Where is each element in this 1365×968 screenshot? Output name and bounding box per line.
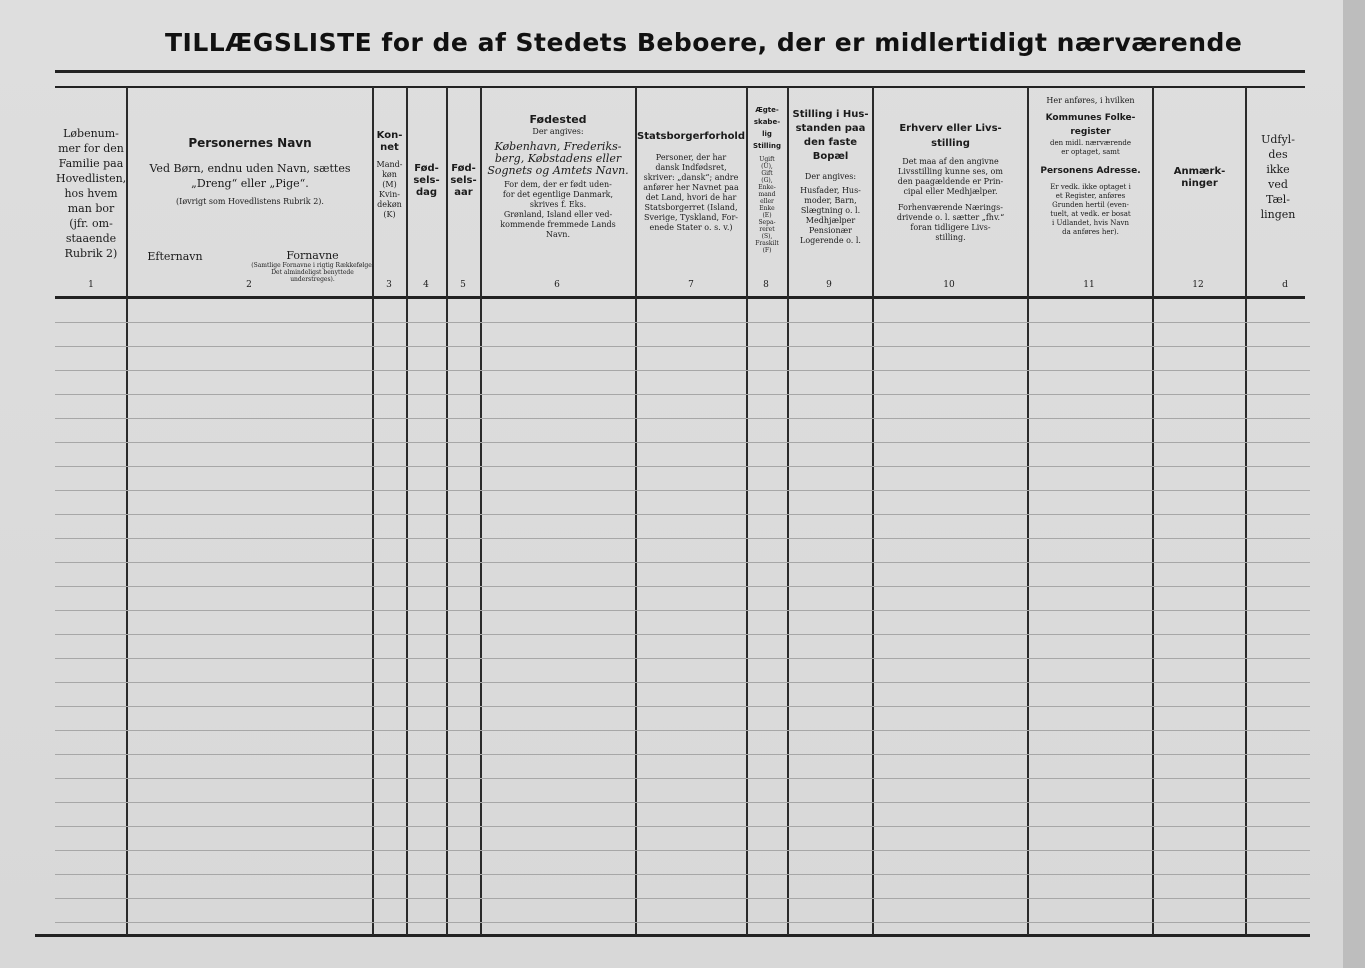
column-number: 2 xyxy=(246,280,252,290)
header-top-rule xyxy=(55,86,1305,88)
header-col9 xyxy=(789,108,872,246)
ruled-row-line xyxy=(55,562,1310,563)
header-col3 xyxy=(373,130,406,220)
ruled-row-line xyxy=(55,802,1310,803)
column-number: 4 xyxy=(423,280,429,290)
column-number: 5 xyxy=(460,280,466,290)
ruled-row-line xyxy=(55,538,1310,539)
header-col6-note: For dem, der er født uden- for det egentlige Danmark, skrives f. Eks. Grønland, Island eller ved- kommende fremmede Lands Navn. xyxy=(500,180,616,239)
header-col11 xyxy=(1029,96,1152,237)
header-col7-note: Personer, der har dansk Indfødsret, skriver: „dansk“; andre anfører her Navnet paa det Land, hvori de har Statsborgerret (Island, Sverige, Tyskland, For- enede Stater o. s. v.) xyxy=(643,153,739,232)
header-col10 xyxy=(874,121,1027,243)
header-col7-title: Statsborgerforhold xyxy=(637,131,746,142)
ruled-row-line xyxy=(55,442,1310,443)
column-number: 3 xyxy=(386,280,392,290)
header-col8-note: Ugift (U), Gift (G), Enke- mand eller Enke (E) Sepa- reret (S), Fraskilt (F) xyxy=(755,156,779,254)
header-col10-note: Det maa af den angivne Livsstilling kunne ses, om den paagældende er Prin- cipal eller Medhjælper. xyxy=(897,157,1004,196)
header-col8 xyxy=(748,104,786,254)
header-col11-pre: Her anføres, i hvilken xyxy=(1046,96,1135,105)
header-col10-title: Erhverv eller Livs- stilling xyxy=(899,123,1002,149)
ruled-row-line xyxy=(55,874,1310,875)
ruled-row-line xyxy=(55,490,1310,491)
ruled-row-line xyxy=(55,754,1310,755)
ruled-row-line xyxy=(55,826,1310,827)
header-col2-surname: Efternavn xyxy=(147,250,203,263)
ruled-row-line xyxy=(55,322,1310,323)
header-col9-sub: Der angives: xyxy=(804,172,857,181)
header-col2-note: Ved Børn, endnu uden Navn, sættes „Dreng“ eller „Pige“. xyxy=(149,162,351,190)
header-bottom-rule xyxy=(55,296,1305,299)
ruled-row-line xyxy=(55,610,1310,611)
column-number: 11 xyxy=(1083,280,1095,290)
header-col1: Løbenum- mer for den Familie paa Hovedlisten, hos hvem man bor (jfr. om- staaende Rubrik 2) xyxy=(56,127,127,260)
header-col9-note: Husfader, Hus- moder, Barn, Slægtning o. l. Medhjælper Pensionær Logerende o. l. xyxy=(800,186,861,245)
column-number: 6 xyxy=(554,280,560,290)
ruled-row-line xyxy=(55,730,1310,731)
ruled-row-line xyxy=(55,922,1310,923)
ruled-row-line xyxy=(55,850,1310,851)
column-number: 7 xyxy=(688,280,694,290)
table-bottom-rule xyxy=(35,934,1310,937)
form-title: TILLÆGSLISTE for de af Stedets Beboere, der er midlertidigt nærværende xyxy=(165,28,1243,57)
ruled-row-line xyxy=(55,514,1310,515)
ruled-row-line xyxy=(55,682,1310,683)
column-number: d xyxy=(1282,280,1288,290)
ruled-row-line xyxy=(55,706,1310,707)
header-col9-title: Stilling i Hus- standen paa den faste Bopæl xyxy=(792,109,869,162)
page-edge xyxy=(1343,0,1365,968)
header-col8-title: Ægte- skabe- lig Stilling xyxy=(753,106,781,150)
title-rule xyxy=(55,70,1305,73)
header-col2 xyxy=(135,137,365,207)
ruled-row-line xyxy=(55,898,1310,899)
column-divider xyxy=(126,87,128,935)
ruled-row-line xyxy=(55,586,1310,587)
column-divider xyxy=(446,87,448,935)
column-number: 8 xyxy=(763,280,769,290)
column-number: 12 xyxy=(1192,280,1204,290)
ruled-row-line xyxy=(55,370,1310,371)
column-divider xyxy=(406,87,408,935)
header-col2-given xyxy=(250,250,375,283)
ruled-row-line xyxy=(55,346,1310,347)
header-col6 xyxy=(482,114,634,240)
header-col-d: Udfyl- des ikke ved Tæl- lingen xyxy=(1260,133,1296,221)
header-col6-italic: København, Frederiks- berg, Købstadens eller Sognets og Amtets Navn. xyxy=(487,140,629,177)
ruled-row-line xyxy=(55,418,1310,419)
column-number: 10 xyxy=(943,280,955,290)
header-col2-given-label: Fornavne xyxy=(286,249,339,262)
header-col2-title: Personernes Navn xyxy=(188,136,312,150)
header-col5-title: Fød- sels- aar xyxy=(450,163,477,198)
ruled-row-line xyxy=(55,394,1310,395)
header-col10-note2: Forhenværende Nærings- drivende o. l. sætter „fhv.“ foran tidligere Livs- stilling. xyxy=(896,203,1005,242)
header-col6-title: Fødested xyxy=(529,113,587,126)
column-number: 1 xyxy=(88,280,94,290)
header-col3-title: Kon- net xyxy=(376,130,403,153)
header-col2-given-note: (Samtlige Fornavne i rigtig Rækkefølge. Det almindeligst benyttede understreges). xyxy=(251,262,374,283)
header-col5 xyxy=(447,163,480,199)
header-col4-title: Fød- sels- dag xyxy=(413,163,440,198)
ruled-row-line xyxy=(55,634,1310,635)
header-col12-title: Anmærk- ninger xyxy=(1173,166,1226,189)
header-col3-note: Mand- køn (M) Kvin- dekøn (K) xyxy=(376,160,403,219)
header-col7 xyxy=(637,131,745,233)
header-col4 xyxy=(407,163,446,199)
header-col2-note2: (Iøvrigt som Hovedlistens Rubrik 2). xyxy=(176,197,324,206)
ruled-row-line xyxy=(55,658,1310,659)
header-col6-sub: Der angives: xyxy=(532,127,584,136)
header-col11-title2: Personens Adresse. xyxy=(1040,166,1141,176)
column-number: 9 xyxy=(826,280,832,290)
column-divider xyxy=(1152,87,1154,935)
header-col11-title: Kommunes Folke- register xyxy=(1045,113,1136,137)
header-col12 xyxy=(1154,166,1245,190)
ruled-row-line xyxy=(55,466,1310,467)
ruled-row-line xyxy=(55,778,1310,779)
header-col11-note: den midl. nærværende er optaget, samt xyxy=(1050,139,1131,156)
header-col11-note2: Er vedk. ikke optaget i et Register, anføres Grunden hertil (even- tuelt, at vedk. er bosat i Udlandet, hvis Navn da anføres her). xyxy=(1050,183,1131,236)
